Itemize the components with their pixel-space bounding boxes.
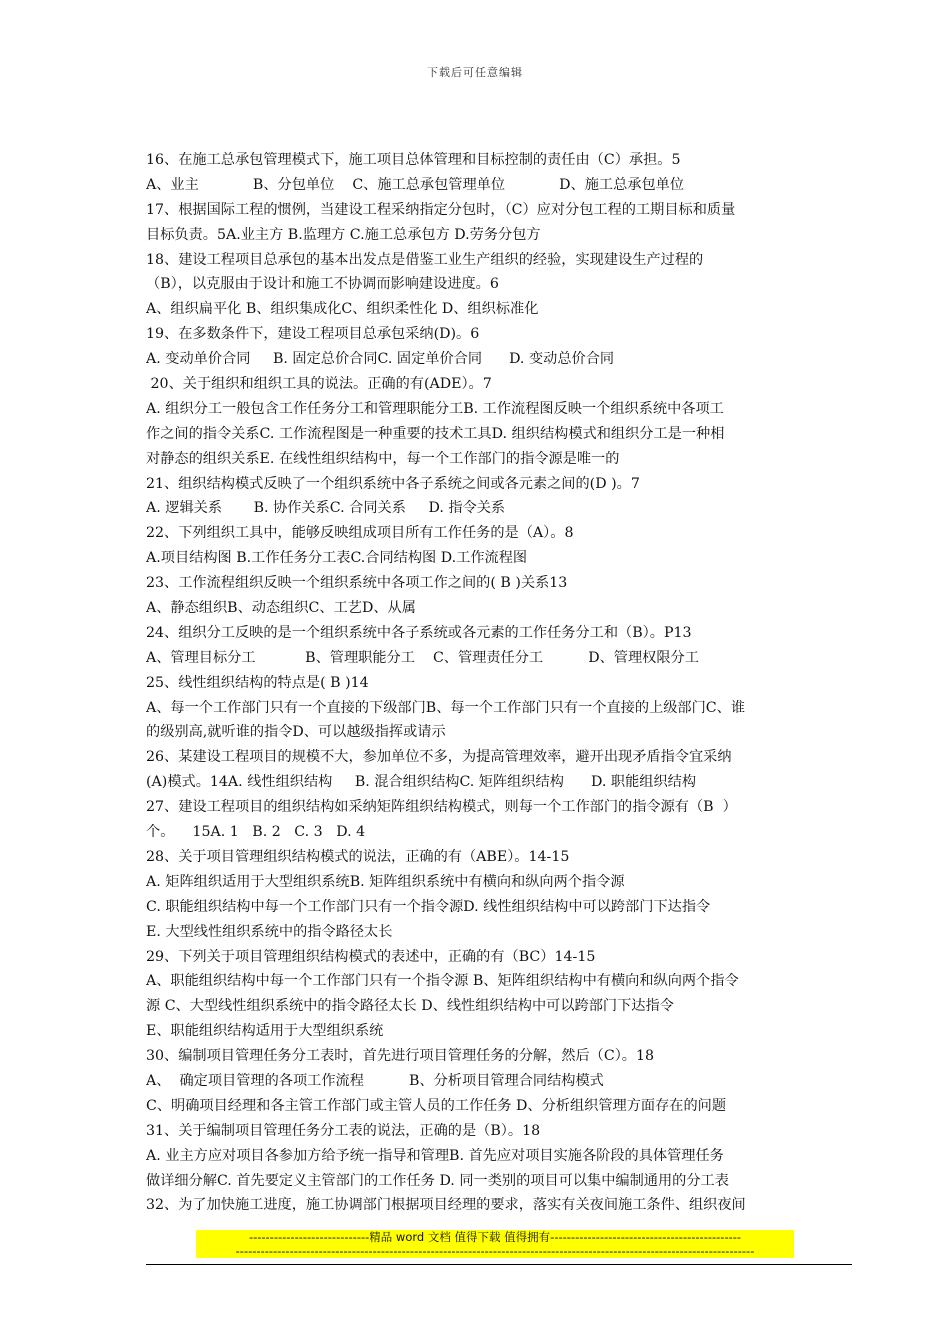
text-line: A、静态组织B、动态组织C、工艺D、从属 (146, 600, 416, 617)
footer-banner (196, 1230, 794, 1258)
text-line: 31、关于编制项目管理任务分工表的说法，正确的是（B）。18 (146, 1122, 541, 1139)
text-line: 27、建设工程项目的组织结构如采纳矩阵组织结构模式，则每一个工作部门的指令源有（B ） (146, 799, 737, 816)
text-line: A.项目结构图 B.工作任务分工表C.合同结构图 D.工作流程图 (146, 550, 528, 567)
text-line: 作之间的指令关系C. 工作流程图是一种重要的技术工具D. 组织结构模式和组织分工是一种相 (146, 425, 725, 442)
text-line: A、业主 B、分包单位 C、施工总承包管理单位 D、施工总承包单位 (146, 176, 685, 193)
text-line: 目标负责。5A.业主方 B.监理方 C.施工总承包方 D.劳务分包方 (146, 226, 541, 243)
text-line: 25、线性组织结构的特点是( B )14 (146, 674, 369, 691)
text-line: A. 业主方应对项目各参加方给予统一指导和管理B. 首先应对项目实施各阶段的具体管理任务 (146, 1147, 724, 1164)
text-line: A、管理目标分工 B、管理职能分工 C、管理责任分工 D、管理权限分工 (146, 649, 699, 666)
text-line: A、组织扁平化 B、组织集成化C、组织柔性化 D、组织标准化 (146, 301, 539, 318)
text-line: 22、下列组织工具中，能够反映组成项目所有工作任务的是（A）。8 (146, 525, 574, 542)
text-line: 24、组织分工反映的是一个组织系统中各子系统或各元素的工作任务分工和（B）。P13 (146, 624, 692, 641)
text-line: A. 矩阵组织适用于大型组织系统B. 矩阵组织系统中有横向和纵向两个指令源 (146, 873, 625, 890)
text-line: 26、某建设工程项目的规模不大，参加单位不多，为提高管理效率，避开出现矛盾指令宜采纳 (146, 749, 732, 766)
text-line: A. 变动单价合同 B. 固定总价合同C. 固定单价合同 D. 变动总价合同 (146, 351, 615, 368)
text-line: 源 C、大型线性组织系统中的指令路径太长 D、线性组织结构中可以跨部门下达指令 (146, 998, 674, 1015)
text-line: 28、关于项目管理组织结构模式的说法，正确的有（ABE）。14-15 (146, 848, 570, 865)
text-line: A. 组织分工一般包含工作任务分工和管理职能分工B. 工作流程图反映一个组织系统中各项工 (146, 400, 724, 417)
text-line: E. 大型线性组织系统中的指令路径太长 (146, 923, 393, 940)
text-line: 32、为了加快施工进度，施工协调部门根据项目经理的要求，落实有关夜间施工条件、组织夜间 (146, 1197, 746, 1214)
text-line: 17、根据国际工程的惯例，当建设工程采纳指定分包时，（C）应对分包工程的工期目标和质量 (146, 201, 736, 218)
text-line: 23、工作流程组织反映一个组织系统中各项工作之间的( B )关系13 (146, 575, 568, 592)
text-line: 29、下列关于项目管理组织结构模式的表述中，正确的有（BC）14-15 (146, 948, 596, 965)
text-line: 的级别高,就听谁的指令D、可以越级指挥或请示 (146, 724, 446, 741)
text-line: 对静态的组织关系E. 在线性组织结构中，每一个工作部门的指令源是唯一的 (146, 450, 620, 467)
text-line: 20、关于组织和组织工具的说法。正确的有(ADE）。7 (146, 376, 492, 393)
text-line: 16、在施工总承包管理模式下，施工项目总体管理和目标控制的责任由（C）承担。5 (146, 152, 681, 168)
text-line: A. 逻辑关系 B. 协作关系C. 合同关系 D. 指令关系 (146, 500, 506, 517)
text-line: A、每一个工作部门只有一个直接的下级部门B、每一个工作部门只有一个直接的上级部门C、谁 (146, 699, 746, 716)
text-line: 19、在多数条件下，建设工程项目总承包采纳(D)。6 (146, 326, 480, 343)
text-line: 21、组织结构模式反映了一个组织系统中各子系统之间或各元素之间的(D )。7 (146, 475, 640, 492)
document-body (146, 148, 852, 1218)
text-line: A、职能组织结构中每一个工作部门只有一个指令源 B、矩阵组织结构中有横向和纵向两个指令 (146, 973, 739, 990)
text-line: C. 职能组织结构中每一个工作部门只有一个指令源D. 线性组织结构中可以跨部门下达指令 (146, 898, 711, 915)
text-line: C、明确项目经理和各主管工作部门或主管人员的工作任务 D、分析组织管理方面存在的问题 (146, 1097, 727, 1114)
text-line: 18、建设工程项目总承包的基本出发点是借鉴工业生产组织的经验，实现建设生产过程的 (146, 251, 704, 268)
text-line: (A)模式。14A. 线性组织结构 B. 混合组织结构C. 矩阵组织结构 D. 职能组织结构 (146, 774, 697, 791)
footer-banner-line-2: ----------------------------------------------------------------------------------------------------------------------------- (196, 1244, 794, 1258)
footer-divider (146, 1264, 852, 1265)
footer-banner-line-1: -----------------------------精品 word 文档 值得下载 值得拥有---------------------------------------------- (196, 1230, 794, 1244)
text-line: 30、编制项目管理任务分工表时，首先进行项目管理任务的分解，然后（C）。18 (146, 1048, 655, 1065)
text-line: 做详细分解C. 首先要定义主管部门的工作任务 D. 同一类别的项目可以集中编制通用的分工表 (146, 1172, 729, 1189)
text-line: 个。 15A. 1 B. 2 C. 3 D. 4 (146, 824, 366, 841)
text-line: （B），以克服由于设计和施工不协调而影响建设进度。6 (146, 276, 499, 293)
text-line: E、职能组织结构适用于大型组织系统 (146, 1023, 384, 1040)
text-line: A、 确定项目管理的各项工作流程 B、分析项目管理合同结构模式 (146, 1072, 604, 1089)
page-header: 下载后可任意编辑 (427, 66, 523, 79)
